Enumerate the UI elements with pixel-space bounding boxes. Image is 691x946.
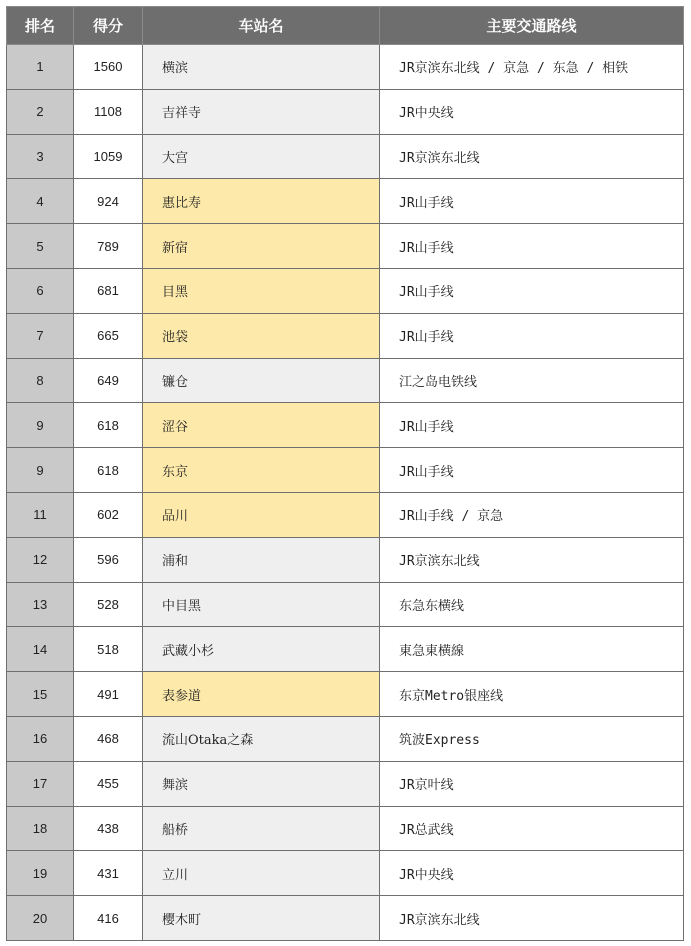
rank-cell: 18 — [7, 806, 74, 851]
station-cell: 品川 — [143, 492, 380, 537]
rank-cell: 13 — [7, 582, 74, 627]
score-cell: 602 — [74, 492, 143, 537]
score-cell: 468 — [74, 716, 143, 761]
rank-cell: 3 — [7, 134, 74, 179]
station-cell: 横滨 — [143, 45, 380, 90]
station-cell: 新宿 — [143, 224, 380, 269]
table-header — [7, 7, 684, 45]
route-cell: JR京滨东北线 — [380, 537, 684, 582]
rank-cell: 1 — [7, 45, 74, 90]
table-row — [7, 89, 684, 134]
table-row — [7, 627, 684, 672]
route-cell: 筑波Express — [380, 716, 684, 761]
station-ranking-table — [6, 6, 684, 941]
score-cell: 431 — [74, 851, 143, 896]
table-row — [7, 896, 684, 941]
header-route: 主要交通路线 — [380, 7, 684, 45]
route-cell: JR山手线 — [380, 403, 684, 448]
route-cell: JR山手线 — [380, 224, 684, 269]
table-row — [7, 537, 684, 582]
station-cell: 表参道 — [143, 672, 380, 717]
route-cell: JR山手线 — [380, 179, 684, 224]
station-cell: 中目黑 — [143, 582, 380, 627]
rank-cell: 12 — [7, 537, 74, 582]
score-cell: 596 — [74, 537, 143, 582]
table-row — [7, 806, 684, 851]
score-cell: 1560 — [74, 45, 143, 90]
rank-cell: 5 — [7, 224, 74, 269]
station-cell: 镰仓 — [143, 358, 380, 403]
rank-cell: 15 — [7, 672, 74, 717]
table-row — [7, 851, 684, 896]
rank-cell: 14 — [7, 627, 74, 672]
score-cell: 1059 — [74, 134, 143, 179]
route-cell: JR山手线 — [380, 268, 684, 313]
score-cell: 416 — [74, 896, 143, 941]
station-cell: 吉祥寺 — [143, 89, 380, 134]
score-cell: 438 — [74, 806, 143, 851]
score-cell: 789 — [74, 224, 143, 269]
header-rank: 排名 — [7, 7, 74, 45]
score-cell: 681 — [74, 268, 143, 313]
score-cell: 618 — [74, 403, 143, 448]
table-row — [7, 358, 684, 403]
route-cell: 江之岛电铁线 — [380, 358, 684, 403]
station-cell: 流山Otaka之森 — [143, 716, 380, 761]
route-cell: JR山手线 — [380, 448, 684, 493]
header-row — [7, 7, 684, 45]
station-cell: 惠比寿 — [143, 179, 380, 224]
station-cell: 池袋 — [143, 313, 380, 358]
rank-cell: 16 — [7, 716, 74, 761]
route-cell: JR山手线 — [380, 313, 684, 358]
route-cell: JR京滨东北线 — [380, 134, 684, 179]
station-cell: 樱木町 — [143, 896, 380, 941]
rank-cell: 2 — [7, 89, 74, 134]
score-cell: 1108 — [74, 89, 143, 134]
rank-cell: 9 — [7, 448, 74, 493]
table-row — [7, 672, 684, 717]
route-cell: JR中央线 — [380, 851, 684, 896]
rank-cell: 11 — [7, 492, 74, 537]
station-cell: 涩谷 — [143, 403, 380, 448]
score-cell: 528 — [74, 582, 143, 627]
table-body — [7, 45, 684, 941]
header-score: 得分 — [74, 7, 143, 45]
table-row — [7, 716, 684, 761]
table-row — [7, 45, 684, 90]
table-row — [7, 492, 684, 537]
station-cell: 立川 — [143, 851, 380, 896]
score-cell: 618 — [74, 448, 143, 493]
score-cell: 491 — [74, 672, 143, 717]
table-row — [7, 179, 684, 224]
station-cell: 浦和 — [143, 537, 380, 582]
route-cell: 东京Metro银座线 — [380, 672, 684, 717]
rank-cell: 4 — [7, 179, 74, 224]
score-cell: 665 — [74, 313, 143, 358]
route-cell: 东急东横线 — [380, 582, 684, 627]
rank-cell: 7 — [7, 313, 74, 358]
route-cell: 東急東横線 — [380, 627, 684, 672]
rank-cell: 6 — [7, 268, 74, 313]
rank-cell: 17 — [7, 761, 74, 806]
table-row — [7, 134, 684, 179]
rank-cell: 8 — [7, 358, 74, 403]
station-cell: 武藏小杉 — [143, 627, 380, 672]
route-cell: JR山手线 / 京急 — [380, 492, 684, 537]
route-cell: JR京滨东北线 / 京急 / 东急 / 相铁 — [380, 45, 684, 90]
route-cell: JR京滨东北线 — [380, 896, 684, 941]
table-row — [7, 313, 684, 358]
score-cell: 455 — [74, 761, 143, 806]
table-row — [7, 448, 684, 493]
score-cell: 518 — [74, 627, 143, 672]
route-cell: JR京叶线 — [380, 761, 684, 806]
route-cell: JR总武线 — [380, 806, 684, 851]
table-row — [7, 224, 684, 269]
rank-cell: 19 — [7, 851, 74, 896]
station-cell: 舞滨 — [143, 761, 380, 806]
rank-cell: 9 — [7, 403, 74, 448]
rank-cell: 20 — [7, 896, 74, 941]
table-row — [7, 403, 684, 448]
table-row — [7, 268, 684, 313]
score-cell: 649 — [74, 358, 143, 403]
station-cell: 目黑 — [143, 268, 380, 313]
route-cell: JR中央线 — [380, 89, 684, 134]
station-cell: 东京 — [143, 448, 380, 493]
score-cell: 924 — [74, 179, 143, 224]
table-row — [7, 582, 684, 627]
station-cell: 大宫 — [143, 134, 380, 179]
table-row — [7, 761, 684, 806]
station-cell: 船桥 — [143, 806, 380, 851]
header-station: 车站名 — [143, 7, 380, 45]
